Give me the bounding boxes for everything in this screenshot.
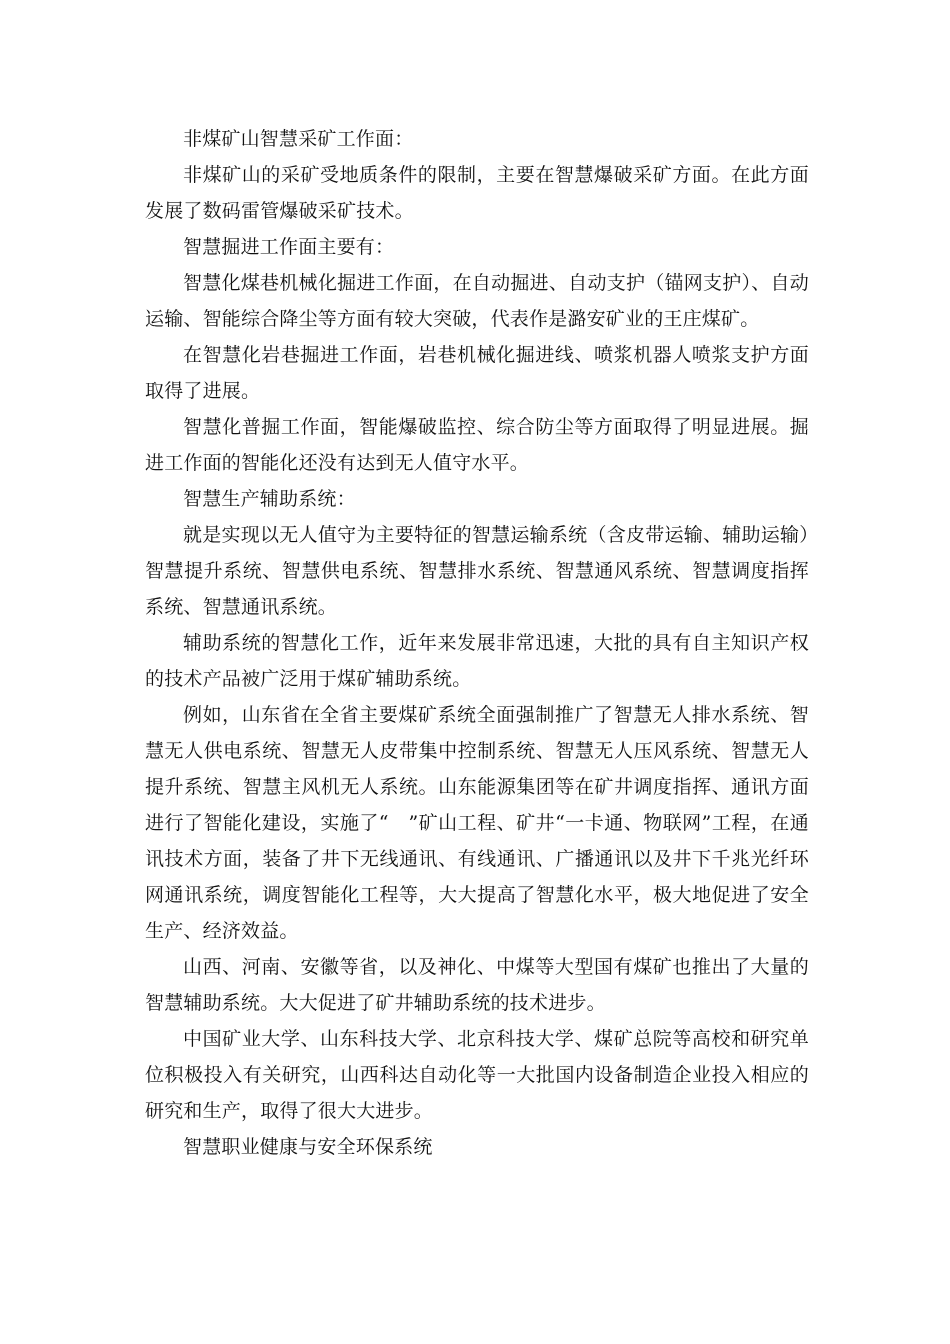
paragraph-research-institutions: 中国矿业大学、山东科技大学、北京科技大学、煤矿总院等高校和研究单位积极投入有关研究，山西科达自动化等一大批国内设备制造企业投入相应的研究和生产，取得了很大大进步。: [145, 1028, 809, 1122]
paragraph-rock-roadway: 在智慧化岩巷掘进工作面，岩巷机械化掘进线、喷浆机器人喷浆支护方面取得了进展。: [145, 344, 809, 402]
paragraph-auxiliary-definition: 就是实现以无人值守为主要特征的智慧运输系统（含皮带运输、辅助运输）智慧提升系统、智慧供电系统、智慧排水系统、智慧通风系统、智慧调度指挥系统、智慧通讯系统。: [145, 524, 809, 618]
section-heading-tunneling: 智慧掘进工作面主要有：: [183, 236, 395, 258]
paragraph-coal-roadway: 智慧化煤巷机械化掘进工作面，在自动掘进、自动支护（锚网支护）、自动运输、智能综合降尘等方面有较大突破，代表作是潞安矿业的王庄煤矿。: [145, 272, 809, 330]
section-heading-auxiliary-systems: 智慧生产辅助系统：: [183, 488, 356, 510]
paragraph-other-provinces: 山西、河南、安徽等省，以及神化、中煤等大型国有煤矿也推出了大量的智慧辅助系统。大大促进了矿井辅助系统的技术进步。: [145, 956, 809, 1014]
paragraph-shandong-example: 例如，山东省在全省主要煤矿系统全面强制推广了智慧无人排水系统、智慧无人供电系统、智慧无人皮带集中控制系统、智慧无人压风系统、智慧无人提升系统、智慧主风机无人系统。山东能源集团等在矿井调度指挥、通讯方面进行了智能化建设，实施了“ ”矿山工程、矿井“一卡通、物联网”工程，在通讯技术方面，装备了井下无线通讯、有线通讯、广播通讯以及井下千兆光纤环网通讯系统，调度智能化工程等，大大提高了智慧化水平，极大地促进了安全生产、经济效益。: [145, 704, 809, 942]
paragraph-general-tunneling: 智慧化普掘工作面，智能爆破监控、综合防尘等方面取得了明显进展。掘进工作面的智能化还没有达到无人值守水平。: [145, 416, 809, 474]
document-body: [145, 121, 809, 1165]
paragraph-non-coal-mining: 非煤矿山的采矿受地质条件的限制，主要在智慧爆破采矿方面。在此方面发展了数码雷管爆破采矿技术。: [145, 164, 809, 222]
section-heading-health-safety: 智慧职业健康与安全环保系统: [183, 1136, 433, 1158]
section-heading-non-coal-mining: 非煤矿山智慧采矿工作面：: [183, 128, 414, 150]
paragraph-auxiliary-progress: 辅助系统的智慧化工作，近年来发展非常迅速，大批的具有自主知识产权的技术产品被广泛用于煤矿辅助系统。: [145, 632, 809, 690]
